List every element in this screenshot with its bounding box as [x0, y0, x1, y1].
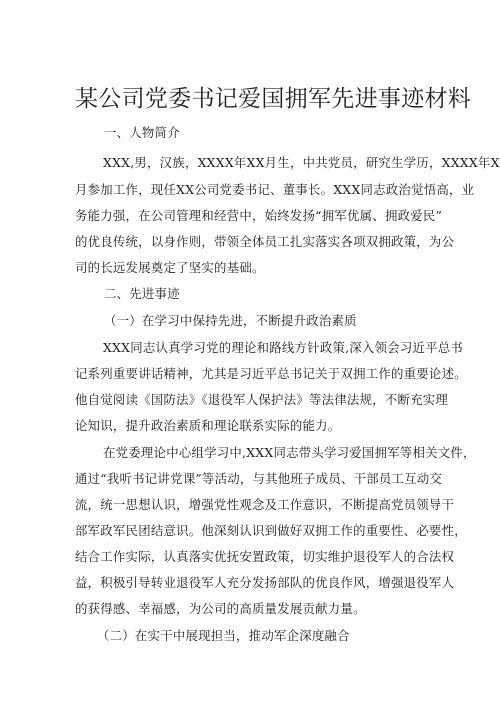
paragraph-line: 的获得感、幸福感，为公司的高质量发展贡献力量。 — [75, 601, 366, 616]
paragraph-line: 流，统一思想认识，增强党性观念及工作意识，不断提高党员领导干 — [75, 497, 455, 512]
paragraph-line: 通过“我听书记讲党课”等活动，与其他班子成员、干部员工互动交 — [75, 471, 443, 486]
paragraph-line: 他自觉阅读《国防法》《退役军人保护法》等法律法规，不断充实理 — [75, 392, 449, 407]
paragraph-line: 务能力强，在公司管理和经营中，始终发扬“拥军优属、拥政爱民” — [75, 208, 443, 223]
paragraph-line: 记系列重要讲话精神，尤其是习近平总书记关于双拥工作的重要论述。 — [75, 366, 467, 381]
document-title: 某公司党委书记爱国拥军先进事迹材料 — [75, 86, 472, 112]
paragraph-line: 月参加工作，现任XX公司党委书记、董事长。XXX同志政治觉悟高，业 — [75, 182, 475, 197]
paragraph-line: 司的长远发展奠定了坚实的基础。 — [75, 260, 265, 275]
paragraph-line: 部军政军民团结意识。他深刻认识到做好双拥工作的重要性、必要性， — [75, 523, 467, 538]
paragraph-line: 的优良传统，以身作则，带领全体员工扎实落实各项双拥政策，为公 — [75, 234, 455, 249]
paragraph-line: XXX,男，汉族，XXXX年XX月生，中共党员，研究生学历，XXXX年X — [103, 155, 500, 170]
subsection-heading-2: （二）在实干中展现担当，推动军企深度融合 — [97, 628, 350, 643]
paragraph-line: XXX同志认真学习党的理论和路线方针政策,深入领会习近平总书 — [103, 340, 464, 355]
paragraph-line: 益，积极引导转业退役军人充分发扬部队的优良作风，增强退役军人 — [75, 575, 455, 590]
paragraph-line: 结合工作实际，认真落实优抚安置政策，切实维护退役军人的合法权 — [75, 549, 455, 564]
paragraph-line: 在党委理论中心组学习中,XXX同志带头学习爱国拥军等相关文件， — [103, 445, 476, 460]
paragraph-line: 论知识，提升政治素质和理论联系实际的能力。 — [75, 418, 341, 433]
section-heading-profile: 一、人物简介 — [104, 125, 180, 140]
subsection-heading-1: （一）在学习中保持先进，不断提升政治素质 — [104, 313, 357, 328]
section-heading-deeds: 二、先进事迹 — [104, 286, 180, 301]
